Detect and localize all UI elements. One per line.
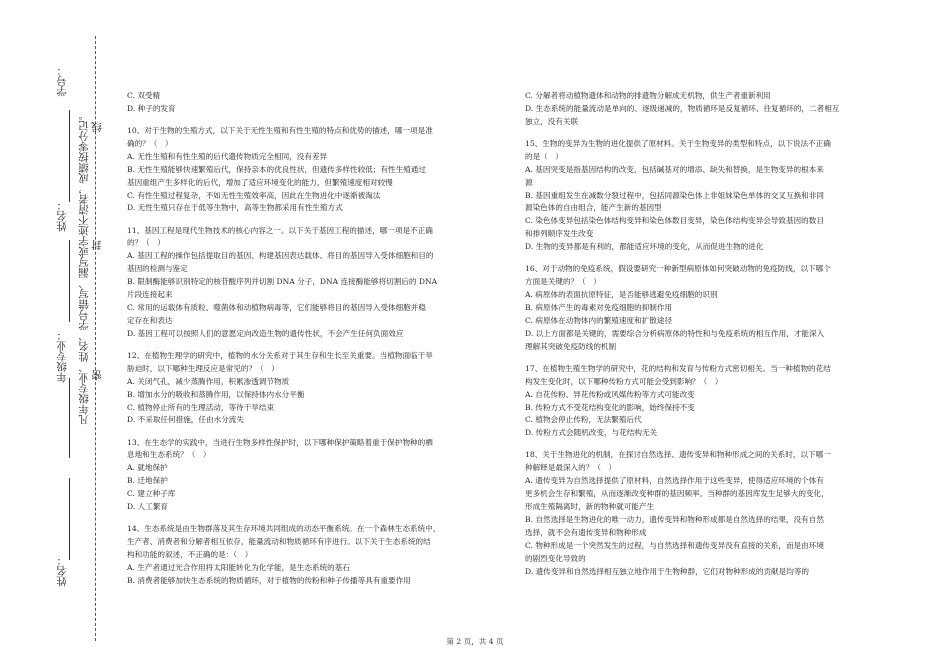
question-stem-line: 确的？（ ）: [127, 138, 173, 148]
question-stem-line: 生产者、消费者和分解者相互依存，能量流动和物质循环有序进行。以下关于生态系统的结: [127, 537, 431, 547]
answer-option-line: D. 不采取任何措施，任由水分流失: [127, 415, 244, 425]
question-block: [525, 90, 870, 129]
answer-option-line: D. 生物的变异都是有利的，都能适应环境的变化，从而促进生物的进化: [525, 242, 764, 252]
left-column: [127, 90, 472, 597]
question-stem-line: 息地和生态系统？（ ）: [127, 450, 211, 460]
question-stem-line: 16、对于动物的免疫系统，假设要研究一种新型病原体如何突破动物的免疫防线，以下哪个: [525, 264, 831, 274]
answer-option-line: D. 无性生殖只存在于低等生物中，高等生物都采用有性生殖方式: [127, 203, 343, 213]
seat-underline: [69, 478, 70, 560]
answer-option-line: D. 以上方面都是关键的，需要综合分析病原体的特性和与免疫系统的相互作用，才能深入: [525, 328, 825, 338]
answer-option-line: D. 基因工程可以按照人们的意愿定向改造生物的遗传性状，不会产生任何负面效应: [127, 328, 404, 338]
binding-warning: 凡年级专业、姓名、学号错写、漏写或字迹不清者，成绩按零分记。: [78, 110, 90, 425]
answer-option-line: A. 无性生殖和有性生殖的后代遗传物质完全相同，没有差异: [127, 151, 328, 161]
question-stem-line: 构和功能的叙述，不正确的是：（ ）: [127, 549, 253, 559]
answer-option-line: 基因重组产生多样化的后代，增加了适应环境变化的能力，但繁殖速度相对较慢: [127, 177, 393, 187]
question-block: [127, 350, 472, 427]
question-block: [525, 449, 870, 578]
answer-option-line: C. 常用的运载体有质粒、噬菌体和动植物病毒等，它们能够将目的基因导入受体细胞并稳: [127, 302, 426, 312]
answer-option-line: D. 生态系统的能量流动是单向的、逐级递减的，物质循环是反复循环、往复循环的，二者相互: [525, 103, 840, 113]
answer-option-line: C. 物种形成是一个突然发生的过程，与自然选择和遗传变异没有直接的关系，而是由环境: [525, 540, 824, 550]
answer-option-line: D. 遗传变异和自然选择相互独立地作用于生物种群，它们对物种形成的贡献是均等的: [525, 566, 810, 576]
binding-feng: 封: [91, 240, 103, 251]
question-stem-line: 10、对于生物的生殖方式，以下关于无性生殖和有性生殖的特点和优势的描述，哪一项是准: [127, 126, 433, 135]
student-id-underline: [69, 110, 70, 202]
question-stem-line: 12、在植物生理学的研究中，植物的水分关系对于其生存和生长至关重要。当植物面临干旱: [127, 350, 433, 360]
right-column: [525, 90, 870, 588]
answer-option-line: A. 就地保护: [127, 463, 168, 473]
answer-option-line: B. 限制酶能够识别特定的核苷酸序列并切割 DNA 分子，DNA 连接酶能够将切割后的 DNA: [127, 277, 438, 287]
question-stem-line: 构发生变化时，以下哪种传粉方式可能会受到影响？（ ）: [525, 376, 723, 386]
answer-option-line: A. 关闭气孔，减少蒸腾作用，积累渗透调节物质: [127, 376, 290, 386]
answer-option-line: B. 迁地保护: [127, 476, 168, 486]
name-label: 姓名：: [56, 200, 68, 232]
question-stem-line: 胁迫时，以下哪种生理反应是常见的？（ ）: [127, 363, 279, 373]
page-footer: 第 2 页，共 4 页: [446, 637, 504, 646]
answer-option-line: 源: [525, 177, 533, 187]
answer-option-line: C. 建立种子库: [127, 489, 176, 499]
answer-option-line: 基因的检测与鉴定: [127, 264, 188, 274]
answer-option-line: 理解其突破免疫防线的机制: [525, 341, 617, 351]
question-stem-line: 的是（ ）: [525, 151, 563, 161]
answer-option-line: A. 生产者通过光合作用将太阳能转化为化学能，是生态系统的基石: [127, 562, 350, 572]
answer-option-line: B. 无性生殖能够快速繁殖后代，保持亲本的优良性状，但遗传多样性较低；有性生殖通过: [127, 164, 426, 174]
answer-option-line: B. 消费者能够加快生态系统的物质循环，对于植物的传粉和种子传播等具有重要作用: [127, 575, 411, 585]
question-stem-line: 18、关于生物进化的机制，在探讨自然选择、遗传变异和物种形成之间的关系时，以下哪一: [525, 450, 831, 460]
question-stem-line: 17、在植物生殖生物学的研究中，花的结构和发育与传粉方式密切相关。当一种植物的花结: [525, 363, 831, 373]
answer-option-line: A. 遗传变异为自然选择提供了原材料，自然选择作用于这些变异，使得适应环境的个体有: [525, 476, 824, 486]
answer-option-line: 源染色体的自由组合，能产生新的基因型: [525, 203, 662, 213]
answer-option-line: C. 植物停止所有的生理活动，等待干旱结束: [127, 402, 275, 412]
answer-option-line: A. 基因工程的操作包括提取目的基因、构建基因表达载体、将目的基因导入受体细胞和目的: [127, 251, 434, 261]
answer-option-line: 更多机会生存和繁殖，从而逐渐改变种群的基因频率。当种群的基因库发生足够大的变化，: [525, 489, 829, 499]
question-stem-line: 种解释是最深入的？（ ）: [525, 463, 617, 473]
question-block: [127, 437, 472, 514]
answer-option-line: C. 有性生殖过程复杂，不如无性生殖效率高，因此在生物进化中逐渐被淘汰: [127, 190, 381, 200]
binding-margin: [0, 0, 120, 672]
answer-option-line: 形成生殖隔离时，新的物种就可能产生: [525, 502, 655, 512]
question-stem-line: 11、基因工程是现代生物技术的核心内容之一。以下关于基因工程的描述，哪一项是不正确: [127, 225, 433, 235]
answer-option-line: D. 人工繁育: [127, 502, 169, 512]
grade-major-underline: [69, 378, 70, 458]
answer-option-line: B. 自然选择是生物进化的唯一动力，遗传变异和物种形成都是自然选择的结果，没有自然: [525, 514, 824, 524]
answer-option-line: 定存在和表达: [127, 315, 173, 325]
answer-option-line: C. 病原体在动物体内的繁殖速度和扩散途径: [525, 315, 673, 325]
question-stem-line: 13、在生态学的实践中，当进行生物多样性保护时，以下哪种保护策略着重于保护物种的栖: [127, 437, 433, 447]
answer-option-line: A. 基因突变是指基因结构的改变，包括碱基对的增添、缺失和替换，是生物变异的根本来: [525, 164, 824, 174]
answer-option-line: A. 病原体的表面抗原特征，是否能够逃避免疫细胞的识别: [525, 290, 718, 300]
answer-option-line: A. 自花传粉、异花传粉或风媒传粉等方式可能改变: [525, 389, 695, 399]
grade-major-label: 年级专业：: [56, 330, 68, 383]
question-stem-line: 15、生物的变异为生物的进化提供了原材料。关于生物变异的类型和特点，以下说法不正确: [525, 138, 831, 148]
answer-option-line: 片段连接起来: [127, 290, 173, 300]
student-id-label: 学号：: [56, 65, 68, 97]
answer-option-line: C. 双受精: [127, 91, 161, 100]
binding-xian: 线: [91, 122, 103, 133]
answer-option-line: 的剧烈变化导致的: [525, 553, 586, 563]
answer-option-line: C. 分解者将动植物遗体和动物的排遗物分解成无机物，供生产者重新利用: [525, 91, 771, 100]
answer-option-line: 选择，就不会有遗传变异和物种形成: [525, 527, 647, 537]
seat-name-label: 姓名：: [56, 555, 68, 587]
answer-option-line: B. 基因重组发生在减数分裂过程中，包括同源染色体上非姐妹染色单体的交叉互换和非同: [525, 190, 824, 200]
question-block: [127, 90, 472, 116]
binding-mi: 密: [91, 370, 103, 381]
name-underline: [69, 240, 70, 322]
answer-option-line: B. 病原体产生的毒素对免疫细胞的抑制作用: [525, 302, 673, 312]
answer-option-line: C. 染色体变异包括染色体结构变异和染色体数目变异，染色体结构变异会导致基因的数目: [525, 216, 824, 226]
answer-option-line: D. 传粉方式会随机改变，与花结构无关: [525, 428, 658, 438]
question-stem-line: 方面是关键的？（ ）: [525, 277, 601, 287]
question-block: [525, 263, 870, 353]
answer-option-line: C. 植物会停止传粉，无法繁殖后代: [525, 415, 642, 425]
answer-option-line: 独立，没有关联: [525, 116, 579, 126]
question-block: [127, 225, 472, 341]
question-block: [127, 125, 472, 215]
question-block: [525, 363, 870, 440]
question-stem-line: 14、生态系统是由生物群落及其生存环境共同组成的动态平衡系统。在一个森林生态系统中，: [127, 524, 441, 534]
answer-option-line: D. 种子的发育: [127, 103, 176, 113]
question-stem-line: 的？（ ）: [127, 238, 165, 248]
question-block: [525, 138, 870, 254]
question-block: [127, 523, 472, 588]
answer-option-line: B. 增加水分的吸收和蒸腾作用，以保持体内水分平衡: [127, 389, 305, 399]
answer-option-line: B. 传粉方式不受花结构变化的影响，始终保持不变: [525, 402, 695, 412]
answer-option-line: 和排列顺序发生改变: [525, 229, 594, 239]
